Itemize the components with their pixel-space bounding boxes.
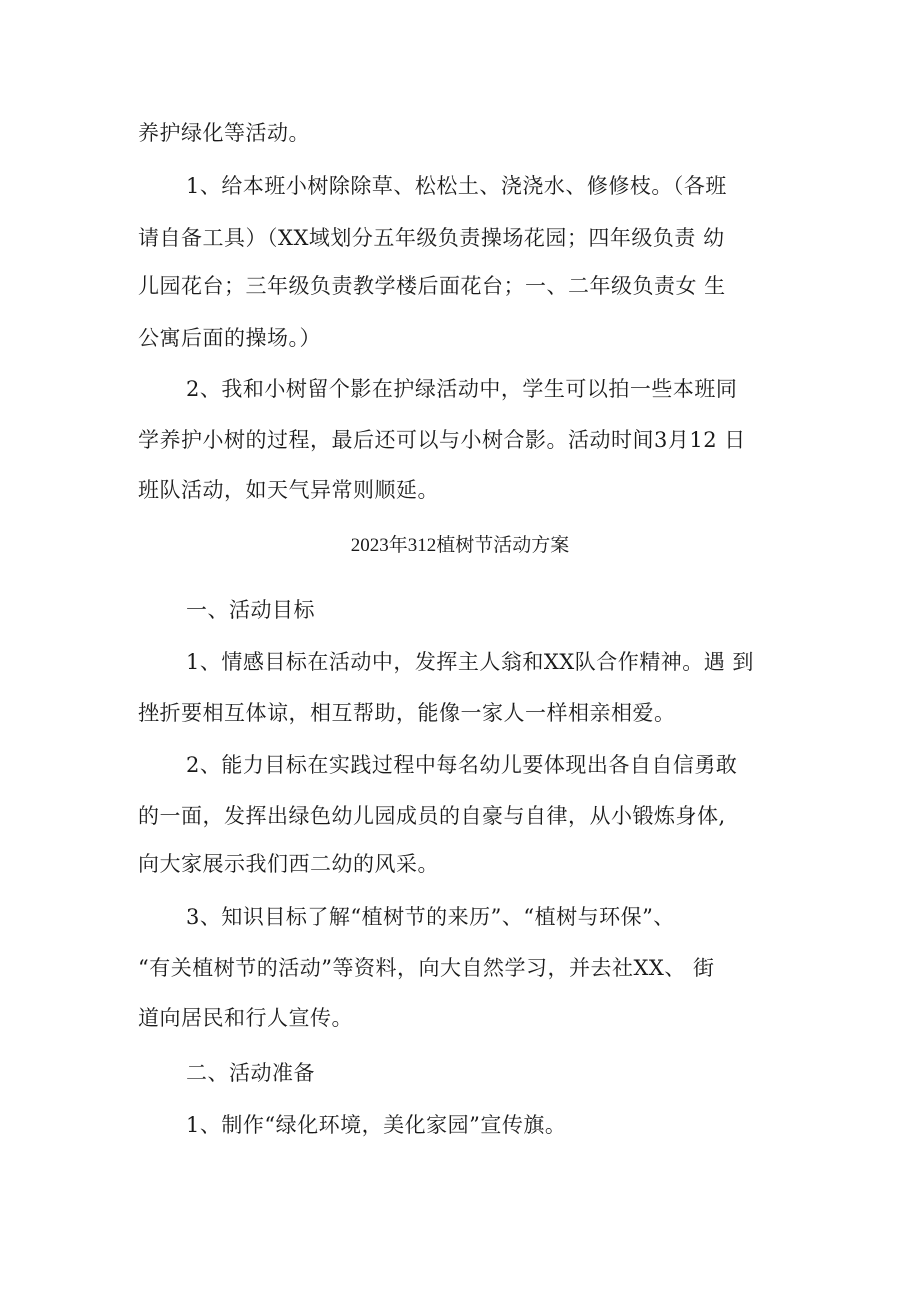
paragraph-line: 1、制作“绿化环境，美化家园”宣传旗。 (186, 1113, 567, 1137)
paragraph-line: 班队活动，如天气异常则顺延。 (138, 478, 439, 502)
paragraph-line: “有关植树节的活动”等资料，向大自然学习，并去社XX、 街 (138, 956, 715, 980)
paragraph-line: 1、情感目标在活动中，发挥主人翁和XX队合作精神。遇 到 (186, 650, 754, 674)
paragraph-line: 向大家展示我们西二幼的风采。 (138, 852, 439, 876)
paragraph-line: 2、能力目标在实践过程中每名幼儿要体现出各自自信勇敢 (186, 753, 738, 777)
paragraph-line: 挫折要相互体谅，相互帮助，能像一家人一样相亲相爱。 (138, 701, 676, 725)
paragraph-line: 的一面，发挥出绿色幼儿园成员的自豪与自律，从小锻炼身体, (138, 804, 726, 828)
paragraph-line: 请自备工具）（XX域划分五年级负责操场花园；四年级负责 幼 (138, 226, 725, 250)
paragraph-line: 道向居民和行人宣传。 (138, 1006, 353, 1030)
paragraph-line: 1、给本班小树除除草、松松土、浇浇水、修修枝。（各班 (186, 174, 727, 198)
section-heading: 一、活动目标 (186, 598, 315, 622)
paragraph-line: 儿园花台；三年级负责教学楼后面花台；一、二年级负责女 生 (138, 274, 726, 298)
paragraph-line: 公寓后面的操场。） (138, 326, 321, 350)
paragraph-line: 养护绿化等活动。 (138, 121, 310, 145)
document-title: 2023年312植树节活动方案 (350, 535, 570, 556)
paragraph-line: 2、我和小树留个影在护绿活动中，学生可以拍一些本班同 (186, 377, 738, 401)
section-heading: 二、活动准备 (186, 1061, 315, 1085)
paragraph-line: 3、知识目标了解“植树节的来历”、“植树与环保”、 (186, 905, 675, 929)
paragraph-line: 学养护小树的过程，最后还可以与小树合影。活动时间3月12 日 (138, 428, 746, 452)
